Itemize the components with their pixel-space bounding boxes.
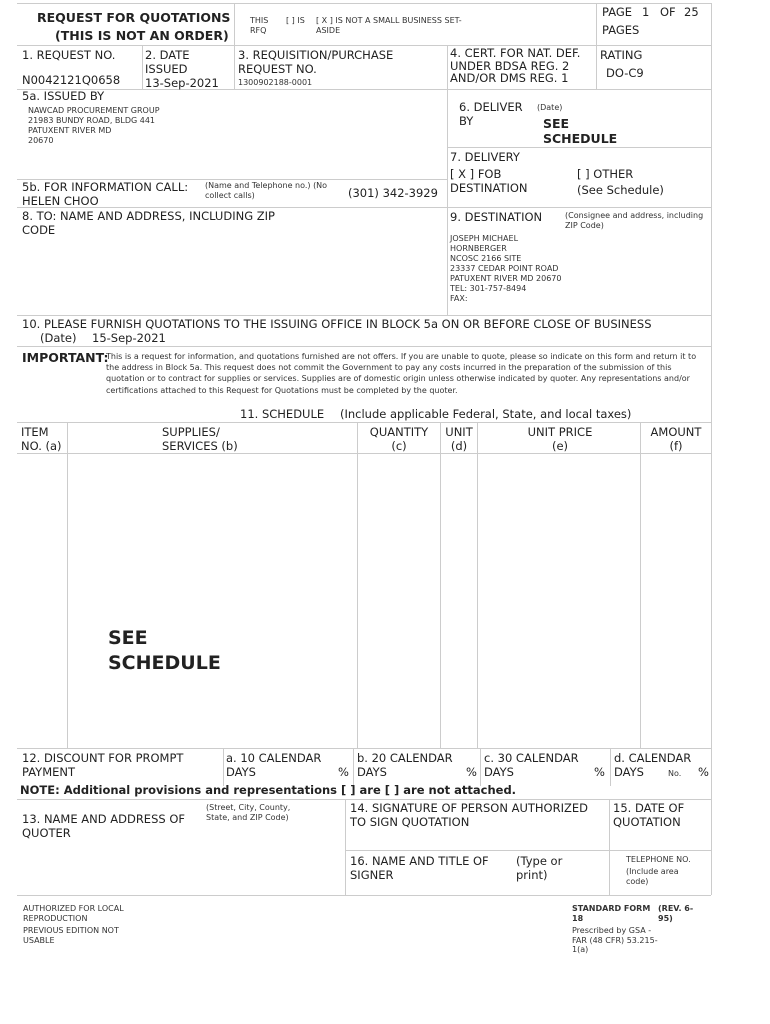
schedule-label: 11. SCHEDULE bbox=[240, 407, 325, 421]
issued-by-line: NAWCAD PROCUREMENT GROUP bbox=[28, 106, 160, 115]
discount-30-days: c. 30 CALENDAR DAYS bbox=[484, 751, 579, 779]
divider bbox=[223, 748, 224, 786]
divider bbox=[609, 799, 610, 895]
divider bbox=[345, 799, 346, 895]
divider bbox=[67, 422, 68, 748]
divider bbox=[17, 207, 711, 208]
signer-name-hint: (Type or print) bbox=[516, 854, 563, 882]
info-call-phone: (301) 342-3929 bbox=[348, 186, 438, 200]
column-header-unit-price: UNIT PRICE (e) bbox=[527, 425, 593, 453]
footer-standard-form: STANDARD FORM 18 bbox=[572, 904, 651, 923]
destination-line: FAX: bbox=[450, 294, 468, 303]
divider bbox=[357, 422, 358, 748]
fob-destination-checkbox[interactable]: [ X ] FOB DESTINATION bbox=[450, 167, 528, 195]
page-label: PAGE bbox=[602, 5, 633, 19]
delivery-label: 7. DELIVERY bbox=[450, 150, 520, 164]
discount-days-no: No. bbox=[668, 769, 682, 778]
date-issued-value: 13-Sep-2021 bbox=[145, 76, 219, 90]
discount-20-days: b. 20 CALENDAR DAYS bbox=[357, 751, 453, 779]
other-hint: (See Schedule) bbox=[577, 183, 664, 197]
destination-line: NCOSC 2166 SITE bbox=[450, 254, 522, 263]
issued-by-line: 20670 bbox=[28, 136, 54, 145]
divider bbox=[17, 422, 711, 423]
column-header-item-no: ITEM NO. (a) bbox=[21, 425, 62, 453]
provisions-note: NOTE: Additional provisions and representations [ ] are [ ] are not attached. bbox=[20, 783, 517, 797]
other-checkbox[interactable]: [ ] OTHER bbox=[577, 167, 634, 181]
divider bbox=[142, 45, 143, 89]
schedule-body: SEE SCHEDULE bbox=[108, 627, 221, 674]
discount-calendar-days: d. CALENDAR DAYS bbox=[614, 751, 692, 779]
divider bbox=[17, 799, 711, 800]
divider bbox=[345, 850, 711, 851]
discount-10-days: a. 10 CALENDAR DAYS bbox=[226, 751, 322, 779]
column-header-amount: AMOUNT (f) bbox=[650, 425, 702, 453]
divider bbox=[610, 748, 611, 786]
telephone-hint: (Include area code) bbox=[626, 867, 679, 886]
divider bbox=[17, 45, 711, 46]
date-issued-label: 2. DATE ISSUED bbox=[145, 48, 190, 76]
rfq-label: THIS RFQ bbox=[250, 16, 269, 35]
destination-hint: (Consignee and address, including ZIP Code) bbox=[565, 211, 704, 230]
footer-revision: (REV. 6-95) bbox=[658, 904, 694, 923]
important-text: This is a request for information, and quotations furnished are not offers. If you are unable to quote, please so indicate on this form and return it to the address in Block 5a. This request does not commit the Government to pay any costs incurred in the preparation of the submission of this quotation or to contract for supplies or services. Supplies are of domestic origin unless otherwise indicated by quoter. Any representations and/or certifications attached to this Request for Quotations must be completed by the quoter. bbox=[106, 352, 697, 395]
destination-line: TEL: 301-757-8494 bbox=[450, 284, 527, 293]
divider bbox=[596, 3, 597, 89]
divider bbox=[447, 147, 711, 148]
discount-20-pct: % bbox=[466, 765, 477, 779]
form-title: REQUEST FOR QUOTATIONS bbox=[37, 10, 231, 25]
furnish-date-hint: (Date) bbox=[40, 331, 77, 345]
quoter-address-hint: (Street, City, County, State, and ZIP Code) bbox=[206, 803, 291, 822]
discount-30-pct: % bbox=[594, 765, 605, 779]
form-subtitle: (THIS IS NOT AN ORDER) bbox=[55, 28, 229, 43]
destination-line: HORNBERGER bbox=[450, 244, 507, 253]
rating-label: RATING bbox=[600, 48, 643, 62]
divider bbox=[440, 422, 441, 748]
signer-name-label: 16. NAME AND TITLE OF SIGNER bbox=[350, 854, 489, 882]
issued-by-label: 5a. ISSUED BY bbox=[22, 89, 105, 103]
requisition-label: 3. REQUISITION/PURCHASE REQUEST NO. bbox=[238, 48, 394, 76]
divider bbox=[353, 748, 354, 786]
destination-line: 23337 CEDAR POINT ROAD bbox=[450, 264, 559, 273]
footer-authorized: AUTHORIZED FOR LOCAL REPRODUCTION bbox=[23, 904, 124, 923]
divider bbox=[447, 45, 448, 315]
important-label: IMPORTANT: bbox=[22, 350, 109, 365]
date-of-quotation-label: 15. DATE OF QUOTATION bbox=[613, 801, 685, 829]
total-pages: 25 bbox=[684, 5, 699, 19]
divider bbox=[480, 748, 481, 786]
info-call-label: 5b. FOR INFORMATION CALL: bbox=[22, 180, 189, 194]
pages-label: PAGES bbox=[602, 23, 640, 37]
signature-label: 14. SIGNATURE OF PERSON AUTHORIZED TO SIGN QUOTATION bbox=[350, 801, 588, 829]
quoter-address-label: 13. NAME AND ADDRESS OF QUOTER bbox=[22, 812, 185, 840]
schedule-hint: (Include applicable Federal, State, and local taxes) bbox=[340, 407, 632, 421]
divider bbox=[17, 895, 711, 896]
divider bbox=[640, 422, 641, 748]
border-top bbox=[17, 3, 711, 4]
rating-value: DO-C9 bbox=[606, 66, 644, 80]
info-call-name: HELEN CHOO bbox=[22, 194, 99, 208]
cert-label: 4. CERT. FOR NAT. DEF. UNDER BDSA REG. 2 AND/OR DMS REG. 1 bbox=[450, 46, 581, 86]
furnish-quotations-label: 10. PLEASE FURNISH QUOTATIONS TO THE ISSUING OFFICE IN BLOCK 5a ON OR BEFORE CLOSE OF BUSINESS bbox=[22, 317, 652, 331]
of-label: OF bbox=[660, 5, 676, 19]
divider bbox=[17, 748, 711, 749]
destination-line: PATUXENT RIVER MD 20670 bbox=[450, 274, 562, 283]
requisition-value: 1300902188-0001 bbox=[238, 78, 313, 87]
to-address-label: 8. TO: NAME AND ADDRESS, INCLUDING ZIP CODE bbox=[22, 209, 275, 237]
divider bbox=[234, 3, 235, 89]
request-no-label: 1. REQUEST NO. bbox=[22, 48, 116, 62]
deliver-by-hint: (Date) bbox=[537, 103, 563, 112]
footer-previous-edition: PREVIOUS EDITION NOT USABLE bbox=[23, 926, 119, 945]
furnish-date-value: 15-Sep-2021 bbox=[92, 331, 166, 345]
issued-by-line: 21983 BUNDY ROAD, BLDG 441 bbox=[28, 116, 156, 125]
footer-prescribed: Prescribed by GSA - FAR (48 CFR) 53.215-1(a) bbox=[572, 926, 658, 955]
request-no-value: N0042121Q0658 bbox=[22, 73, 121, 87]
divider bbox=[17, 315, 711, 316]
deliver-by-value: SEE SCHEDULE bbox=[543, 116, 618, 146]
info-call-hint: (Name and Telephone no.) (No collect calls) bbox=[205, 181, 328, 200]
border-right bbox=[711, 3, 712, 895]
telephone-label: TELEPHONE NO. bbox=[626, 855, 691, 864]
column-header-supplies: SUPPLIES/ SERVICES (b) bbox=[162, 425, 238, 453]
divider bbox=[17, 346, 711, 347]
destination-label: 9. DESTINATION bbox=[450, 210, 543, 224]
issued-by-line: PATUXENT RIVER MD bbox=[28, 126, 112, 135]
page-number: 1 bbox=[642, 5, 650, 19]
column-header-quantity: QUANTITY (c) bbox=[369, 425, 429, 453]
deliver-by-label: 6. DELIVER BY bbox=[459, 100, 523, 128]
small-business-is-not-checkbox[interactable]: [ X ] IS NOT A SMALL BUSINESS SET-ASIDE bbox=[316, 16, 462, 35]
discount-label: 12. DISCOUNT FOR PROMPT PAYMENT bbox=[22, 751, 184, 779]
discount-d-pct: % bbox=[698, 765, 709, 779]
column-header-unit: UNIT (d) bbox=[445, 425, 473, 453]
divider bbox=[477, 422, 478, 748]
small-business-is-checkbox[interactable]: [ ] IS bbox=[286, 16, 305, 25]
discount-10-pct: % bbox=[338, 765, 349, 779]
destination-line: JOSEPH MICHAEL bbox=[450, 234, 519, 243]
